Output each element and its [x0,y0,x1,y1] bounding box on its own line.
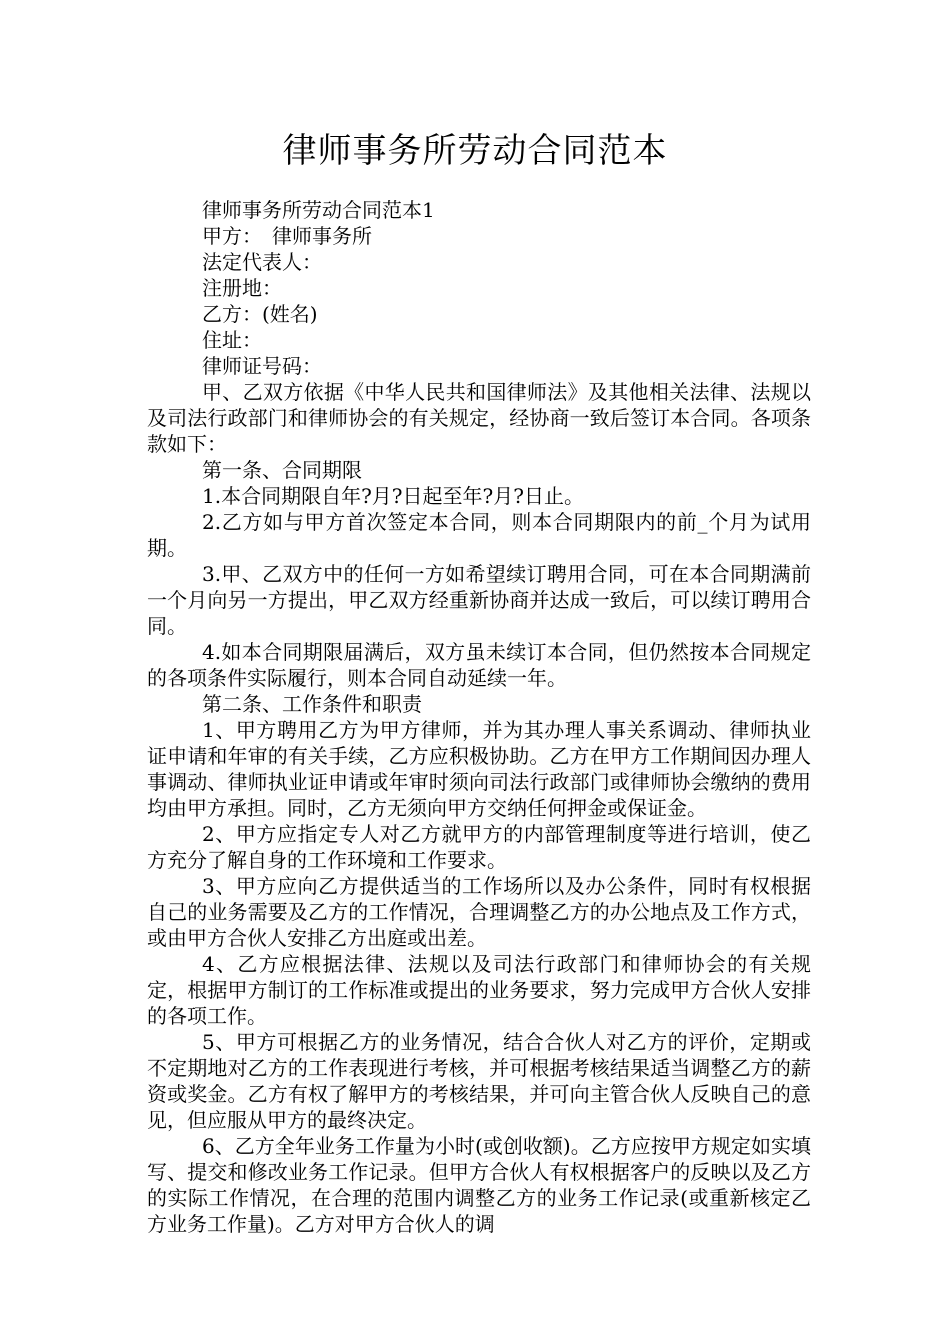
party-b-line: 乙方：(姓名) [202,302,318,326]
article-2-clause-2: 2、甲方应指定专人对乙方就甲方的内部管理制度等进行培训，使乙方充分了解自身的工作环境和工作要求。 [147,822,811,872]
document-title: 律师事务所劳动合同范本 [282,131,668,171]
article-1-clause-2: 2.乙方如与甲方首次签定本合同，则本合同期限内的前_个月为试用期。 [147,510,811,560]
document-body [147,197,811,1237]
article-2-clause-1: 1、甲方聘用乙方为甲方律师，并为其办理人事关系调动、律师执业证申请和年审的有关手续，乙方应积极协助。乙方在甲方工作期间因办理人事调动、律师执业证申请或年审时须向司法行政部门或律师协会缴纳的费用均由甲方承担。同时，乙方无须向甲方交纳任何押金或保证金。 [147,718,811,820]
article-1-heading: 第一条、合同期限 [202,458,362,482]
article-2-clause-4: 4、乙方应根据法律、法规以及司法行政部门和律师协会的有关规定，根据甲方制订的工作标准或提出的业务要求，努力完成甲方合伙人安排的各项工作。 [147,952,811,1028]
article-2-clause-3: 3、甲方应向乙方提供适当的工作场所以及办公条件，同时有权根据自己的业务需要及乙方的工作情况，合理调整乙方的办公地点及工作方式，或由甲方合伙人安排乙方出庭或出差。 [147,874,811,950]
lawyer-license-line: 律师证号码： [202,354,322,378]
address-line: 住址： [202,328,262,352]
party-a-line: 甲方： 律师事务所 [202,224,372,248]
article-1-clause-4: 4.如本合同期限届满后，双方虽未续订本合同，但仍然按本合同规定的各项条件实际履行，则本合同自动延续一年。 [147,640,811,690]
article-1-clause-1: 1.本合同期限自年?月?日起至年?月?日止。 [202,484,584,508]
article-2-heading: 第二条、工作条件和职责 [202,692,422,716]
article-2-clause-6: 6、乙方全年业务工作量为小时(或创收额)。乙方应按甲方规定如实填写、提交和修改业务工作记录。但甲方合伙人有权根据客户的反映以及乙方的实际工作情况，在合理的范围内调整乙方的业务工作记录(或重新核定乙方业务工作量)。乙方对甲方合伙人的调 [147,1134,811,1236]
registered-address-line: 注册地： [202,276,282,300]
article-1-clause-3: 3.甲、乙双方中的任何一方如希望续订聘用合同，可在本合同期满前一个月向另一方提出，甲乙双方经重新协商并达成一致后，可以续订聘用合同。 [147,562,811,638]
preamble-paragraph: 甲、乙双方依据《中华人民共和国律师法》及其他相关法律、法规以及司法行政部门和律师协会的有关规定，经协商一致后签订本合同。各项条款如下： [147,380,811,456]
article-2-clause-5: 5、甲方可根据乙方的业务情况，结合合伙人对乙方的评价，定期或不定期地对乙方的工作表现进行考核，并可根据考核结果适当调整乙方的薪资或奖金。乙方有权了解甲方的考核结果，并可向主管合伙人反映自己的意见，但应服从甲方的最终决定。 [147,1030,811,1132]
doc-subtitle: 律师事务所劳动合同范本1 [202,198,435,222]
legal-representative-line: 法定代表人： [202,250,322,274]
